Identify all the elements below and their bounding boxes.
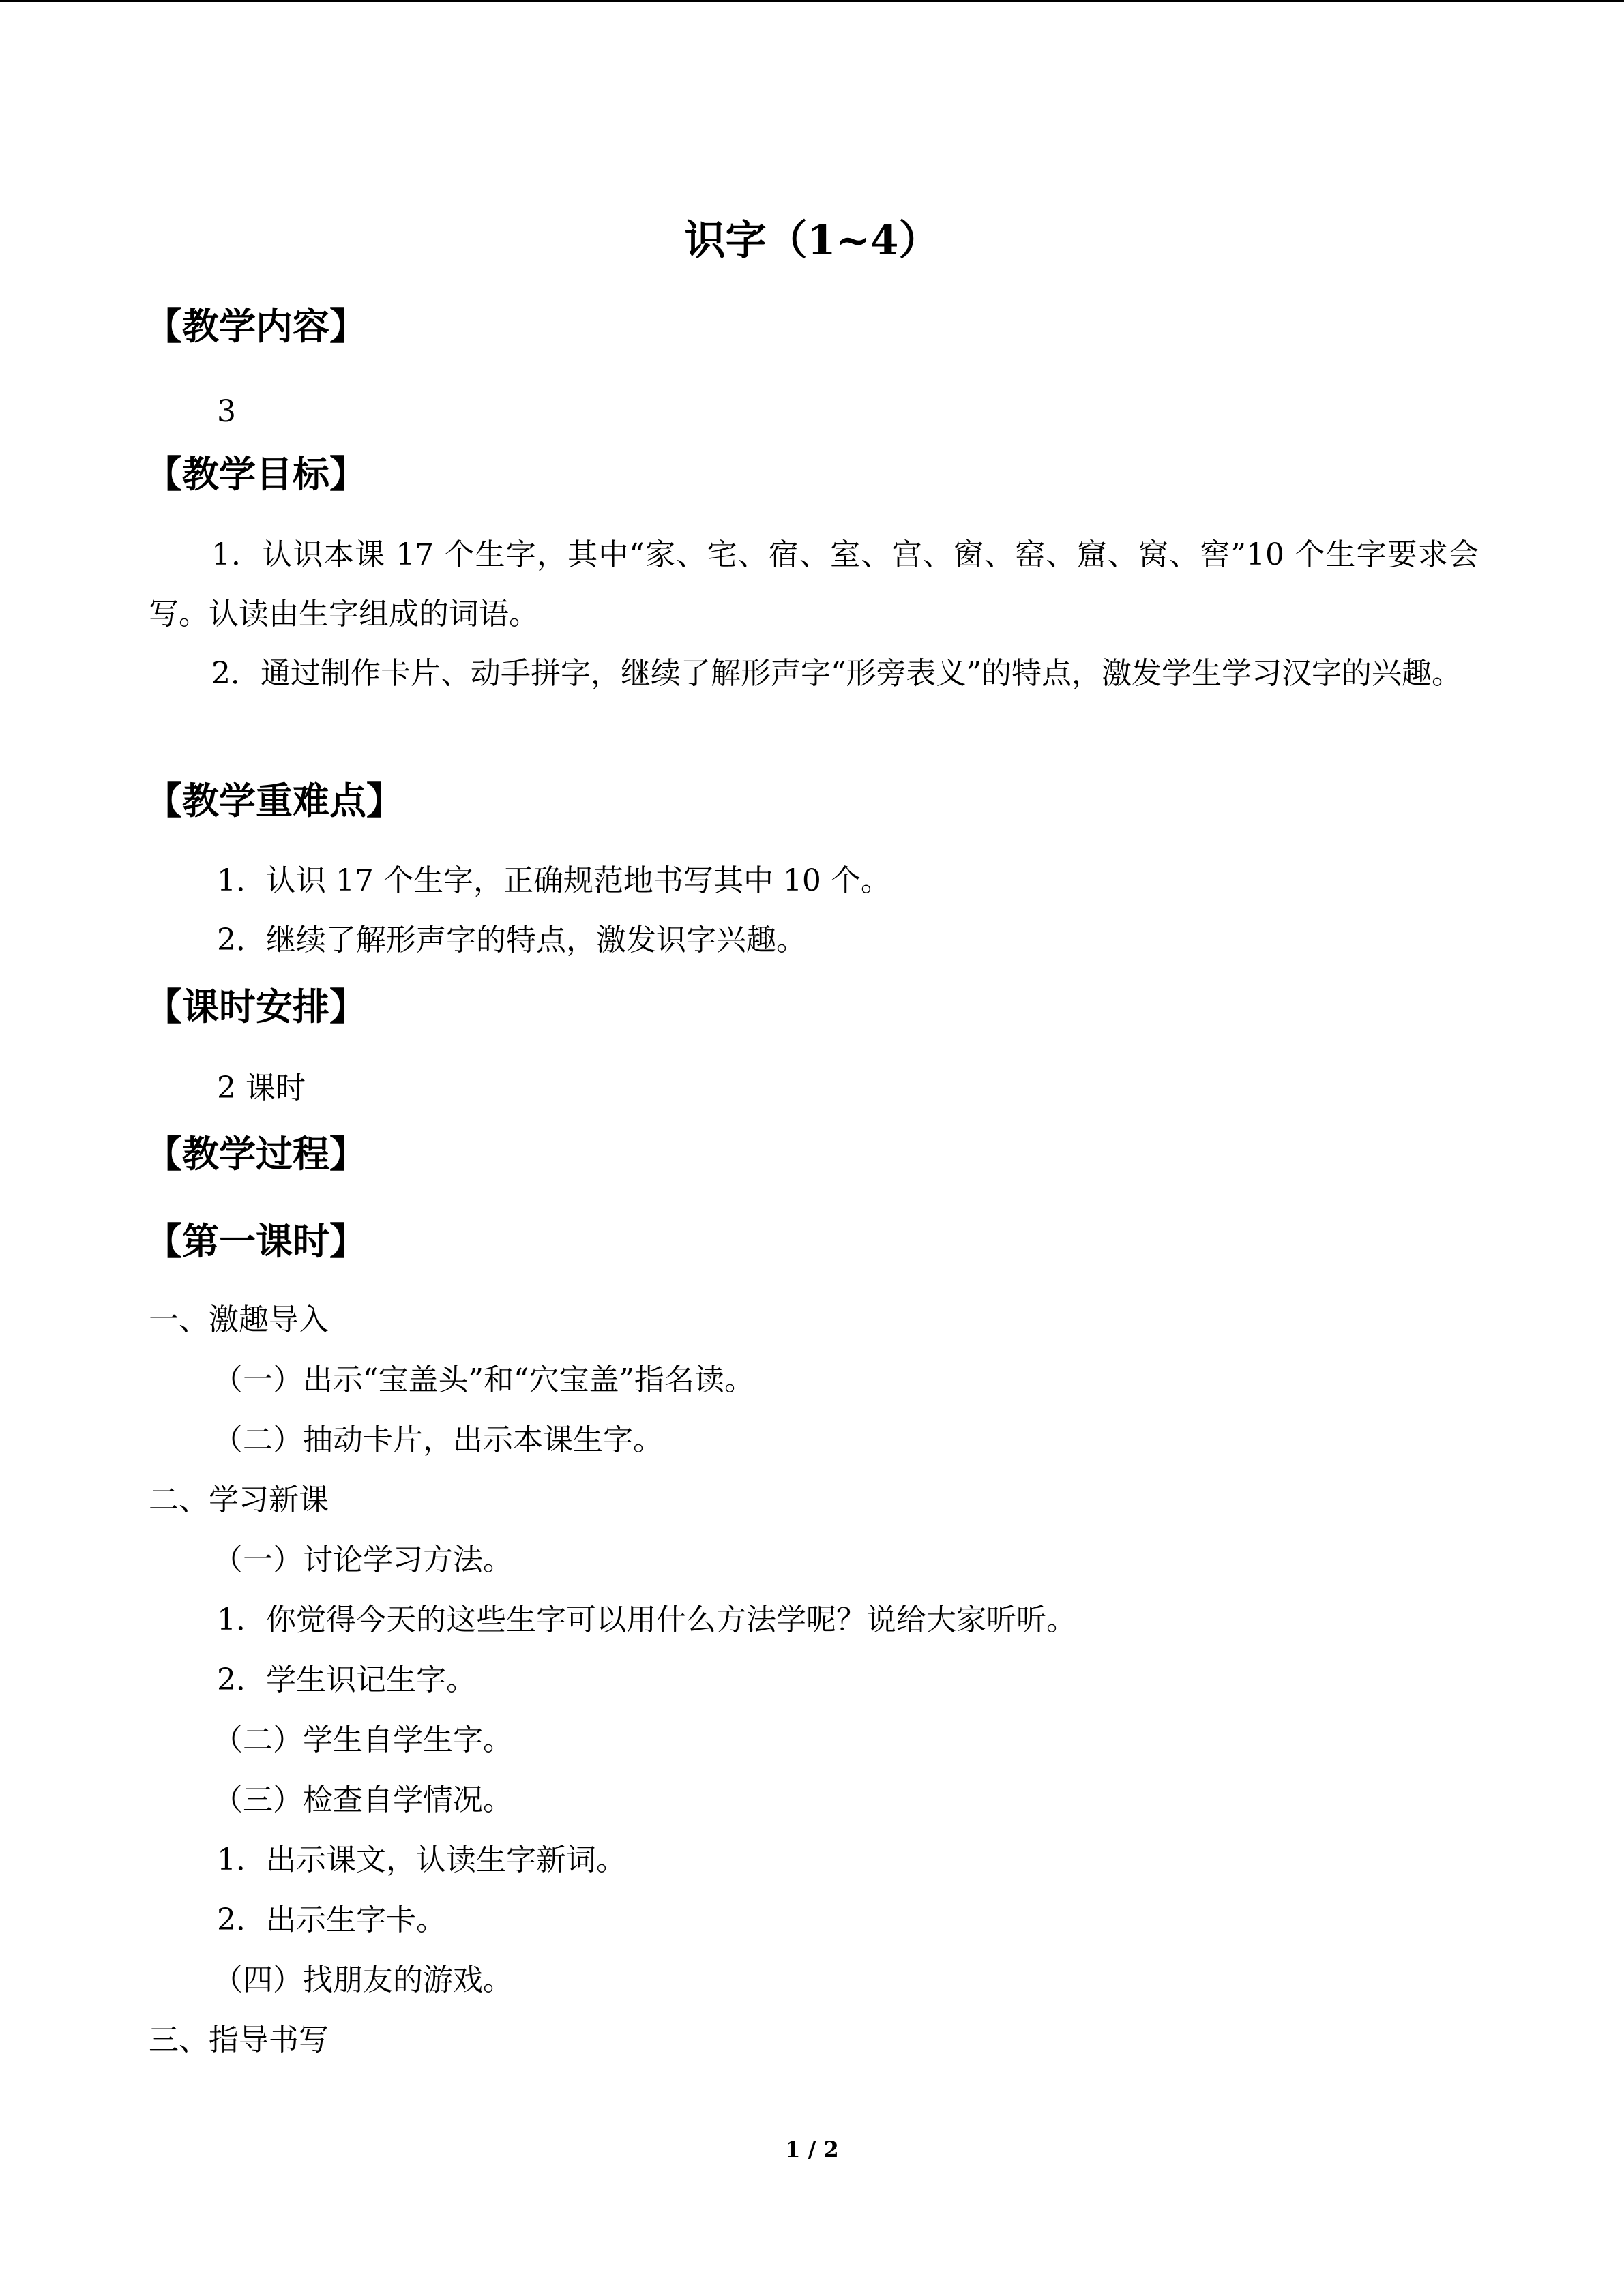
heading-schedule: 【课时安排】 (145, 985, 366, 1028)
lesson-line: （四）找朋友的游戏。 (213, 1963, 513, 1997)
key-point-item-2: 2．继续了解形声字的特点，激发识字兴趣。 (217, 923, 806, 957)
lesson-line: 一、激趣导入 (149, 1302, 329, 1337)
lesson-line: （二）抽动卡片，出示本课生字。 (213, 1422, 663, 1457)
lesson-line: （三）检查自学情况。 (213, 1783, 513, 1817)
goal-item-1: 1．认识本课 17 个生字，其中“家、宅、宿、室、宫、窗、窑、窟、窝、窖”10 个生字要求会写。认读由生字组成的词语。 (149, 537, 1479, 631)
heading-teaching-content: 【教学内容】 (145, 304, 366, 348)
goal-item-2: 2．通过制作卡片、动手拼字，继续了解形声字“形旁表义”的特点，激发学生学习汉字的兴趣。 (211, 656, 1462, 691)
lesson-line: 1．你觉得今天的这些生字可以用什么方法学呢？说给大家听听。 (217, 1602, 1076, 1637)
lesson-line: （一）出示“宝盖头”和“穴宝盖”指名读。 (213, 1362, 754, 1397)
key-point-item-1: 1．认识 17 个生字，正确规范地书写其中 10 个。 (217, 863, 891, 898)
page-indicator: 1 / 2 (785, 2136, 839, 2162)
lesson-line: 二、学习新课 (149, 1482, 329, 1517)
heading-lesson-one: 【第一课时】 (145, 1219, 366, 1263)
lesson-line: 2．出示生字卡。 (217, 1903, 446, 1937)
lesson-line: （二）学生自学生字。 (213, 1723, 513, 1757)
document-title: 识字（1~4） (684, 217, 940, 265)
lesson-line: 1．出示课文，认读生字新词。 (217, 1843, 626, 1877)
heading-teaching-process: 【教学过程】 (145, 1132, 366, 1176)
lesson-line: 三、指导书写 (149, 2023, 329, 2057)
heading-key-points: 【教学重难点】 (145, 779, 403, 822)
lesson-line: （一）讨论学习方法。 (213, 1542, 513, 1577)
heading-teaching-goals: 【教学目标】 (145, 452, 366, 496)
schedule-text: 2 课时 (217, 1071, 306, 1105)
lesson-line: 2．学生识记生字。 (217, 1663, 476, 1697)
teaching-content-text: 3 (217, 394, 236, 429)
